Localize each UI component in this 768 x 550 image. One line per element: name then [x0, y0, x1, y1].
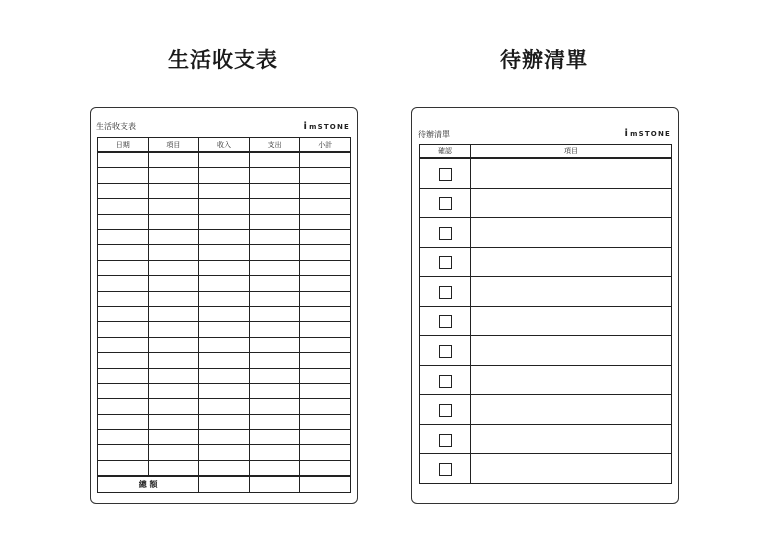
ledger-card-title: 生活收支表 [96, 122, 136, 131]
ledger-cell[interactable] [199, 214, 250, 229]
ledger-cell[interactable] [98, 460, 149, 476]
todo-row [420, 395, 672, 425]
todo-header-row [420, 145, 672, 159]
ledger-cell[interactable] [148, 322, 199, 337]
ledger-cell[interactable] [98, 245, 149, 260]
ledger-cell[interactable] [148, 306, 199, 321]
ledger-cell[interactable] [148, 214, 199, 229]
ledger-cell[interactable] [199, 322, 250, 337]
ledger-cell[interactable] [98, 368, 149, 383]
ledger-cell[interactable] [300, 322, 351, 337]
ledger-cell[interactable] [199, 199, 250, 214]
brand-logo [303, 121, 350, 132]
ledger-cell[interactable] [249, 353, 300, 368]
ledger-cell[interactable] [148, 368, 199, 383]
ledger-cell[interactable] [199, 430, 250, 445]
todo-item-cell[interactable] [471, 395, 672, 425]
ledger-row [98, 430, 351, 445]
ledger-cell[interactable] [98, 322, 149, 337]
ledger-cell[interactable] [249, 322, 300, 337]
checkbox[interactable] [439, 256, 452, 269]
column-header-subtotal: 小計 [300, 138, 351, 153]
ledger-cell[interactable] [300, 306, 351, 321]
ledger-cell[interactable] [148, 230, 199, 245]
ledger-cell[interactable] [98, 399, 149, 414]
ledger-row [98, 322, 351, 337]
ledger-cell[interactable] [98, 214, 149, 229]
checkbox[interactable] [439, 315, 452, 328]
todo-item-cell[interactable] [471, 365, 672, 395]
ledger-body [98, 152, 351, 493]
todo-check-cell [420, 424, 471, 454]
ledger-cell[interactable] [249, 199, 300, 214]
ledger-row [98, 199, 351, 214]
ledger-cell[interactable] [98, 337, 149, 352]
ledger-row [98, 260, 351, 275]
ledger-cell[interactable] [300, 183, 351, 198]
todo-check-cell [420, 277, 471, 307]
column-header-expense: 支出 [249, 138, 300, 153]
total-cell[interactable] [249, 476, 300, 492]
ledger-row [98, 291, 351, 306]
ledger-row [98, 445, 351, 460]
ledger-cell[interactable] [249, 230, 300, 245]
todo-check-cell [420, 247, 471, 277]
ledger-cell[interactable] [249, 399, 300, 414]
todo-table [419, 144, 672, 484]
ledger-cell[interactable] [249, 152, 300, 168]
ledger-heading: 生活收支表 [168, 48, 278, 72]
ledger-row [98, 230, 351, 245]
checkbox[interactable] [439, 404, 452, 417]
ledger-row [98, 183, 351, 198]
ledger-cell[interactable] [98, 430, 149, 445]
ledger-cell[interactable] [148, 183, 199, 198]
ledger-cell[interactable] [249, 445, 300, 460]
todo-check-cell [420, 218, 471, 248]
ledger-cell[interactable] [148, 260, 199, 275]
ledger-cell[interactable] [300, 152, 351, 168]
checkbox[interactable] [439, 345, 452, 358]
ledger-cell[interactable] [199, 445, 250, 460]
ledger-row [98, 337, 351, 352]
todo-row [420, 247, 672, 277]
column-header-item: 項目 [471, 145, 672, 159]
logo-text: mSTONE [309, 123, 350, 131]
ledger-cell[interactable] [300, 337, 351, 352]
ledger-cell[interactable] [300, 353, 351, 368]
ledger-row [98, 368, 351, 383]
ledger-cell[interactable] [300, 368, 351, 383]
logo-i-glyph: i [624, 128, 630, 139]
ledger-cell[interactable] [98, 260, 149, 275]
todo-check-cell [420, 365, 471, 395]
ledger-header-row [98, 138, 351, 153]
todo-item-cell[interactable] [471, 218, 672, 248]
ledger-card [90, 107, 358, 504]
todo-item-cell[interactable] [471, 277, 672, 307]
ledger-row [98, 414, 351, 429]
ledger-cell[interactable] [199, 183, 250, 198]
total-cell[interactable] [199, 476, 250, 492]
ledger-cell[interactable] [199, 337, 250, 352]
checkbox[interactable] [439, 197, 452, 210]
todo-item-cell[interactable] [471, 306, 672, 336]
todo-row [420, 336, 672, 366]
checkbox[interactable] [439, 375, 452, 388]
ledger-cell[interactable] [98, 152, 149, 168]
checkbox[interactable] [439, 227, 452, 240]
ledger-cell[interactable] [148, 383, 199, 398]
ledger-cell[interactable] [148, 445, 199, 460]
ledger-cell[interactable] [148, 337, 199, 352]
ledger-cell[interactable] [249, 245, 300, 260]
ledger-row [98, 214, 351, 229]
todo-row [420, 158, 672, 188]
ledger-cell[interactable] [300, 383, 351, 398]
ledger-cell[interactable] [148, 414, 199, 429]
ledger-row [98, 276, 351, 291]
ledger-cell[interactable] [148, 276, 199, 291]
ledger-cell[interactable] [300, 214, 351, 229]
checkbox[interactable] [439, 286, 452, 299]
ledger-row [98, 168, 351, 183]
ledger-cell[interactable] [98, 199, 149, 214]
total-cell[interactable] [300, 476, 351, 492]
ledger-cell[interactable] [300, 445, 351, 460]
ledger-cell[interactable] [199, 245, 250, 260]
ledger-cell[interactable] [148, 168, 199, 183]
todo-row [420, 424, 672, 454]
logo-i-glyph: i [303, 121, 309, 132]
ledger-cell[interactable] [199, 230, 250, 245]
column-header-income: 收入 [199, 138, 250, 153]
todo-body [420, 158, 672, 484]
todo-row [420, 218, 672, 248]
ledger-cell[interactable] [98, 276, 149, 291]
brand-logo [624, 128, 671, 139]
todo-card [411, 107, 679, 504]
ledger-cell[interactable] [249, 276, 300, 291]
ledger-cell[interactable] [249, 168, 300, 183]
ledger-cell[interactable] [249, 260, 300, 275]
ledger-cell[interactable] [148, 152, 199, 168]
ledger-cell[interactable] [98, 383, 149, 398]
ledger-cell[interactable] [199, 460, 250, 476]
ledger-row [98, 306, 351, 321]
ledger-cell[interactable] [300, 199, 351, 214]
ledger-row [98, 383, 351, 398]
ledger-cell[interactable] [249, 214, 300, 229]
ledger-cell[interactable] [249, 183, 300, 198]
todo-item-cell[interactable] [471, 158, 672, 188]
ledger-cell[interactable] [98, 230, 149, 245]
todo-check-cell [420, 306, 471, 336]
ledger-cell[interactable] [98, 183, 149, 198]
todo-check-cell [420, 395, 471, 425]
ledger-row [98, 460, 351, 476]
checkbox[interactable] [439, 168, 452, 181]
todo-item-cell[interactable] [471, 454, 672, 484]
ledger-cell[interactable] [148, 245, 199, 260]
ledger-cell[interactable] [199, 152, 250, 168]
total-label: 總 額 [98, 476, 199, 492]
todo-row [420, 306, 672, 336]
ledger-cell[interactable] [199, 414, 250, 429]
column-header-confirm: 確認 [420, 145, 471, 159]
ledger-cell[interactable] [300, 230, 351, 245]
ledger-cell[interactable] [98, 306, 149, 321]
ledger-row [98, 245, 351, 260]
todo-row [420, 277, 672, 307]
todo-check-cell [420, 336, 471, 366]
ledger-cell[interactable] [300, 414, 351, 429]
ledger-cell[interactable] [98, 445, 149, 460]
ledger-cell[interactable] [199, 291, 250, 306]
ledger-cell[interactable] [98, 353, 149, 368]
todo-check-cell [420, 454, 471, 484]
ledger-cell[interactable] [199, 383, 250, 398]
ledger-cell[interactable] [300, 276, 351, 291]
ledger-cell[interactable] [249, 306, 300, 321]
ledger-cell[interactable] [249, 430, 300, 445]
ledger-cell[interactable] [98, 414, 149, 429]
checkbox[interactable] [439, 463, 452, 476]
ledger-cell[interactable] [98, 168, 149, 183]
ledger-cell[interactable] [148, 460, 199, 476]
todo-card-title: 待辦清單 [418, 130, 450, 139]
todo-check-cell [420, 188, 471, 218]
ledger-row [98, 152, 351, 168]
logo-text: mSTONE [630, 130, 671, 138]
checkbox[interactable] [439, 434, 452, 447]
ledger-cell[interactable] [249, 291, 300, 306]
ledger-cell[interactable] [300, 291, 351, 306]
ledger-cell[interactable] [249, 460, 300, 476]
ledger-table [97, 137, 351, 493]
ledger-cell[interactable] [249, 383, 300, 398]
ledger-cell[interactable] [199, 168, 250, 183]
todo-item-cell[interactable] [471, 188, 672, 218]
ledger-cell[interactable] [300, 260, 351, 275]
todo-check-cell [420, 158, 471, 188]
ledger-cell[interactable] [199, 353, 250, 368]
ledger-cell[interactable] [249, 414, 300, 429]
ledger-cell[interactable] [300, 168, 351, 183]
column-header-item: 項目 [148, 138, 199, 153]
todo-item-cell[interactable] [471, 247, 672, 277]
todo-row [420, 365, 672, 395]
ledger-cell[interactable] [249, 368, 300, 383]
ledger-cell[interactable] [148, 291, 199, 306]
todo-row [420, 454, 672, 484]
ledger-cell[interactable] [148, 199, 199, 214]
ledger-cell[interactable] [300, 399, 351, 414]
ledger-total-row [98, 476, 351, 492]
todo-row [420, 188, 672, 218]
column-header-date: 日期 [98, 138, 149, 153]
ledger-cell[interactable] [148, 430, 199, 445]
ledger-cell[interactable] [300, 460, 351, 476]
todo-item-cell[interactable] [471, 336, 672, 366]
todo-item-cell[interactable] [471, 424, 672, 454]
ledger-cell[interactable] [249, 337, 300, 352]
ledger-cell[interactable] [148, 353, 199, 368]
ledger-row [98, 353, 351, 368]
ledger-cell[interactable] [148, 399, 199, 414]
ledger-cell[interactable] [199, 260, 250, 275]
ledger-row [98, 399, 351, 414]
ledger-cell[interactable] [199, 276, 250, 291]
ledger-cell[interactable] [199, 306, 250, 321]
ledger-cell[interactable] [98, 291, 149, 306]
ledger-cell[interactable] [199, 399, 250, 414]
todo-heading: 待辦清單 [500, 48, 588, 72]
ledger-cell[interactable] [300, 245, 351, 260]
ledger-cell[interactable] [199, 368, 250, 383]
ledger-cell[interactable] [300, 430, 351, 445]
